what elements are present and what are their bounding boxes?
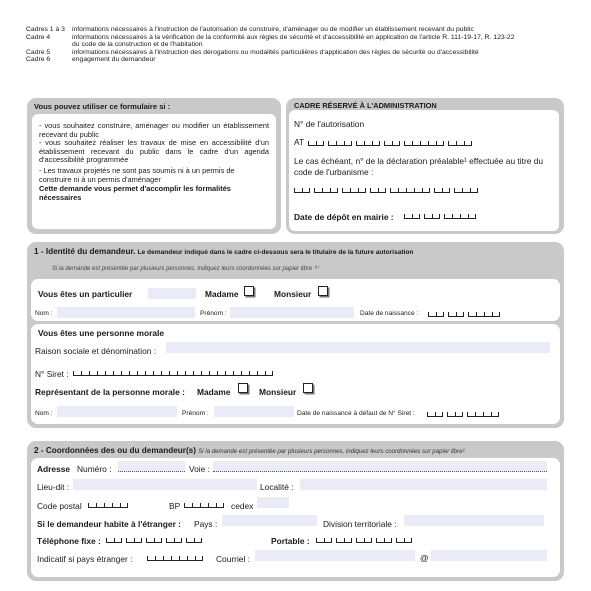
- date-naissance-field[interactable]: [428, 311, 504, 317]
- authorization-number-field[interactable]: [308, 140, 476, 146]
- monsieur-label: Monsieur: [274, 289, 312, 299]
- date-naissance-label: Date de naissance :: [360, 310, 419, 317]
- numero-label: Numéro :: [77, 464, 112, 474]
- raison-sociale-label: Raison sociale et dénomination :: [35, 346, 157, 356]
- division-label: Division territoriale :: [323, 519, 397, 529]
- indicatif-field[interactable]: [147, 555, 207, 561]
- section-coordinates-note: Si la demande est présentée par plusieurs personnes, indiquez leurs coordonnées sur papier libre²: [198, 448, 465, 455]
- section-identity-title: [34, 247, 413, 256]
- indicatif-label: Indicatif si pays étranger :: [37, 554, 133, 564]
- legend-row: [26, 34, 566, 42]
- legend-text: informations nécessaires à l'instruction des dérogations ou modalités particulières d'application des règles de sécurité ou d'accessibilité: [72, 48, 479, 56]
- prenom-label: Prénom :: [200, 310, 227, 317]
- adresse-label: Adresse: [37, 464, 71, 474]
- courriel-label: Courriel :: [216, 554, 250, 564]
- localite-label: Localité :: [260, 482, 294, 492]
- bp-label: BP: [169, 501, 181, 511]
- voie-input[interactable]: [213, 461, 547, 472]
- deposit-date-field[interactable]: [404, 213, 480, 219]
- usage-box-content: [32, 114, 276, 229]
- usage-note: Cette demande vous permet d'accomplir les formalités nécessaires: [39, 184, 231, 202]
- legend-key: Cadre 4: [26, 33, 51, 41]
- legend-text: informations nécessaires à l'instruction de l'autorisation de construire, d'aménager ou de modifier un établissement recevant du public: [72, 26, 474, 33]
- legend-row: [26, 26, 566, 34]
- legend-row: [26, 49, 566, 57]
- at-sign: @: [420, 553, 429, 563]
- representant-madame-checkbox[interactable]: [238, 383, 248, 393]
- madame-checkbox[interactable]: [244, 286, 254, 296]
- section-coordinates-title: [34, 446, 465, 455]
- header-legend: [26, 26, 566, 64]
- numero-input[interactable]: [118, 461, 185, 472]
- voie-label: Voie :: [189, 464, 210, 474]
- nom-label: Nom :: [35, 310, 53, 317]
- cedex-label: cedex: [231, 501, 254, 511]
- representant-date-field[interactable]: [427, 411, 503, 417]
- siret-label: N° Siret :: [35, 369, 69, 379]
- pays-label: Pays :: [194, 519, 218, 529]
- particulier-fill: [148, 288, 196, 299]
- code-postal-field[interactable]: [88, 502, 132, 508]
- legend-key: Cadres 1 à 3: [26, 26, 65, 33]
- legend-row: [26, 41, 566, 49]
- siret-field[interactable]: [73, 370, 277, 376]
- admin-box-title: CADRE RÉSERVÉ À L'ADMINISTRATION: [294, 101, 437, 110]
- representant-label: Représentant de la personne morale :: [35, 387, 185, 397]
- lieu-dit-input[interactable]: [73, 479, 257, 490]
- section-identity-subtitle: Si la demande est présentée par plusieurs personnes, indiquez leurs coordonnées sur papier libre ⁽¹⁾: [52, 266, 319, 272]
- code-postal-label: Code postal: [37, 501, 82, 511]
- legend-text: du code de la construction et de l'habitation: [72, 41, 203, 49]
- telephone-field[interactable]: [106, 537, 206, 543]
- representant-nom-label: Nom :: [35, 410, 53, 417]
- section-identity-heading: 1 - Identité du demandeur.: [34, 247, 136, 256]
- usage-box-title: Vous pouvez utiliser ce formulaire si :: [34, 102, 171, 111]
- personne-morale-label: Vous êtes une personne morale: [38, 328, 164, 338]
- usage-item: - vous souhaitez réaliser les travaux de mise en accessibilité d'un établissement recevant du public dans le cadre d'un agenda d'accessibilité programmée: [39, 138, 269, 165]
- legend-key: Cadre 5: [26, 48, 51, 56]
- etranger-label: Si le demandeur habite à l'étranger :: [37, 519, 181, 529]
- courriel-local-input[interactable]: [255, 550, 415, 561]
- representant-nom-input[interactable]: [57, 406, 177, 417]
- prenom-input[interactable]: [230, 307, 354, 318]
- legend-text: informations nécessaires à la vérification de la conformité aux règles de sécurité et d'accessibilité en application de l'article R. 111-19-17, R. 123-22: [72, 33, 515, 41]
- representant-monsieur-checkbox[interactable]: [303, 383, 313, 393]
- portable-field[interactable]: [316, 537, 416, 543]
- cedex-input[interactable]: [257, 497, 289, 508]
- legend-key: [26, 41, 72, 49]
- authorization-label: N° de l'autorisation: [294, 119, 365, 129]
- representant-prenom-input[interactable]: [214, 406, 294, 417]
- section-identity-note: Le demandeur indiqué dans le cadre ci-dessous sera le titulaire de la future autorisation: [137, 249, 414, 256]
- at-label: AT: [294, 137, 305, 147]
- section-coordinates-heading: 2 - Coordonnées des ou du demandeur(s): [34, 446, 196, 455]
- particulier-label: Vous êtes un particulier: [38, 289, 133, 299]
- raison-sociale-input[interactable]: [166, 342, 550, 353]
- usage-item: - Les travaux projetés ne sont pas soumis ni à un permis de construire ni à un permis d'aménager: [39, 165, 235, 184]
- courriel-domain-input[interactable]: [431, 550, 547, 561]
- representant-madame-label: Madame: [197, 387, 231, 397]
- representant-prenom-label: Prénom :: [182, 410, 209, 417]
- pays-input[interactable]: [222, 515, 317, 526]
- monsieur-checkbox[interactable]: [318, 286, 328, 296]
- division-input[interactable]: [404, 515, 544, 526]
- nom-input[interactable]: [57, 307, 195, 318]
- portable-label: Portable :: [271, 536, 310, 546]
- legend-key: Cadre 6: [26, 56, 51, 64]
- bp-field[interactable]: [184, 502, 228, 508]
- representant-monsieur-label: Monsieur: [259, 387, 297, 397]
- representant-date-label: Date de naissance à défaut de N° Siret :: [297, 410, 415, 417]
- declaration-number-field[interactable]: [294, 187, 482, 193]
- declaration-label: Le cas échéant, n° de la déclaration préalable¹ effectuée au titre du code de l'urbanisme :: [294, 156, 544, 177]
- telephone-label: Téléphone fixe :: [37, 536, 101, 546]
- usage-item: - vous souhaitez construire, aménager ou modifier un établissement recevant du public: [39, 121, 269, 139]
- localite-input[interactable]: [300, 479, 547, 490]
- deposit-date-label: Date de dépôt en mairie :: [294, 212, 394, 222]
- lieu-dit-label: Lieu-dit :: [37, 482, 70, 492]
- legend-text: engagement du demandeur: [72, 56, 156, 64]
- madame-label: Madame: [205, 289, 239, 299]
- legend-row: [26, 56, 566, 64]
